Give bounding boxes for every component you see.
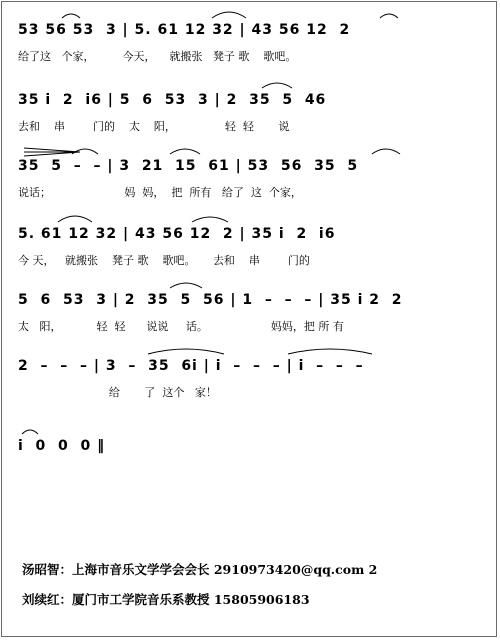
- slur: [148, 349, 224, 354]
- notes-line: 5 6 53 3 | 2 35 5 56 | 1 – – – | 35 i 2 2: [18, 292, 403, 308]
- slur: [380, 14, 398, 18]
- slur: [288, 349, 372, 354]
- notes-line: 35 5 – – | 3 21 15 61 | 53 56 35 5: [18, 158, 359, 174]
- notes-line: i 0 0 0 ‖: [18, 438, 106, 454]
- breath-lines: [24, 148, 80, 156]
- lyrics-line: 去和 串 门的 太 阳， 轻 轻 说: [18, 120, 290, 133]
- credit-lyricist: 汤昭智：上海市音乐文学学会会长 2910973420@qq.com 2: [22, 562, 378, 577]
- slur: [170, 283, 202, 288]
- notes-line: 53 56 53 3 | 5. 61 12 32 | 43 56 12 2: [18, 22, 351, 38]
- slur: [262, 83, 292, 88]
- slur: [372, 149, 400, 154]
- slur: [192, 217, 228, 222]
- credit-composer: 刘续红：厦门市工学院音乐系教授 15805906183: [22, 592, 310, 607]
- lyrics-line: 给了这 个家， 今天， 就搬张 凳子 歌 歌吧。: [18, 50, 297, 63]
- notes-line: 35 i 2 i6 | 5 6 53 3 | 2 35 5 46: [18, 92, 327, 108]
- lyrics-line: 给 了 这个 家！: [18, 386, 217, 399]
- notes-line: 2 – – – | 3 – 35 6i | i – – – | i – – –: [18, 358, 364, 374]
- slur: [212, 12, 246, 18]
- slur: [62, 14, 80, 18]
- lyrics-line: 太 阳， 轻 轻 说说 话。 妈妈，把 所 有: [18, 320, 344, 333]
- slur: [58, 216, 92, 222]
- slur: [22, 430, 38, 434]
- lyrics-line: 说话； 妈 妈， 把 所有 给了 这 个家，: [18, 186, 302, 199]
- slur: [170, 149, 200, 154]
- notes-line: 5. 61 12 32 | 43 56 12 2 | 35 i 2 i6: [18, 226, 336, 242]
- lyrics-line: 今 天， 就搬张 凳子 歌 歌吧。 去和 串 门的: [18, 254, 310, 267]
